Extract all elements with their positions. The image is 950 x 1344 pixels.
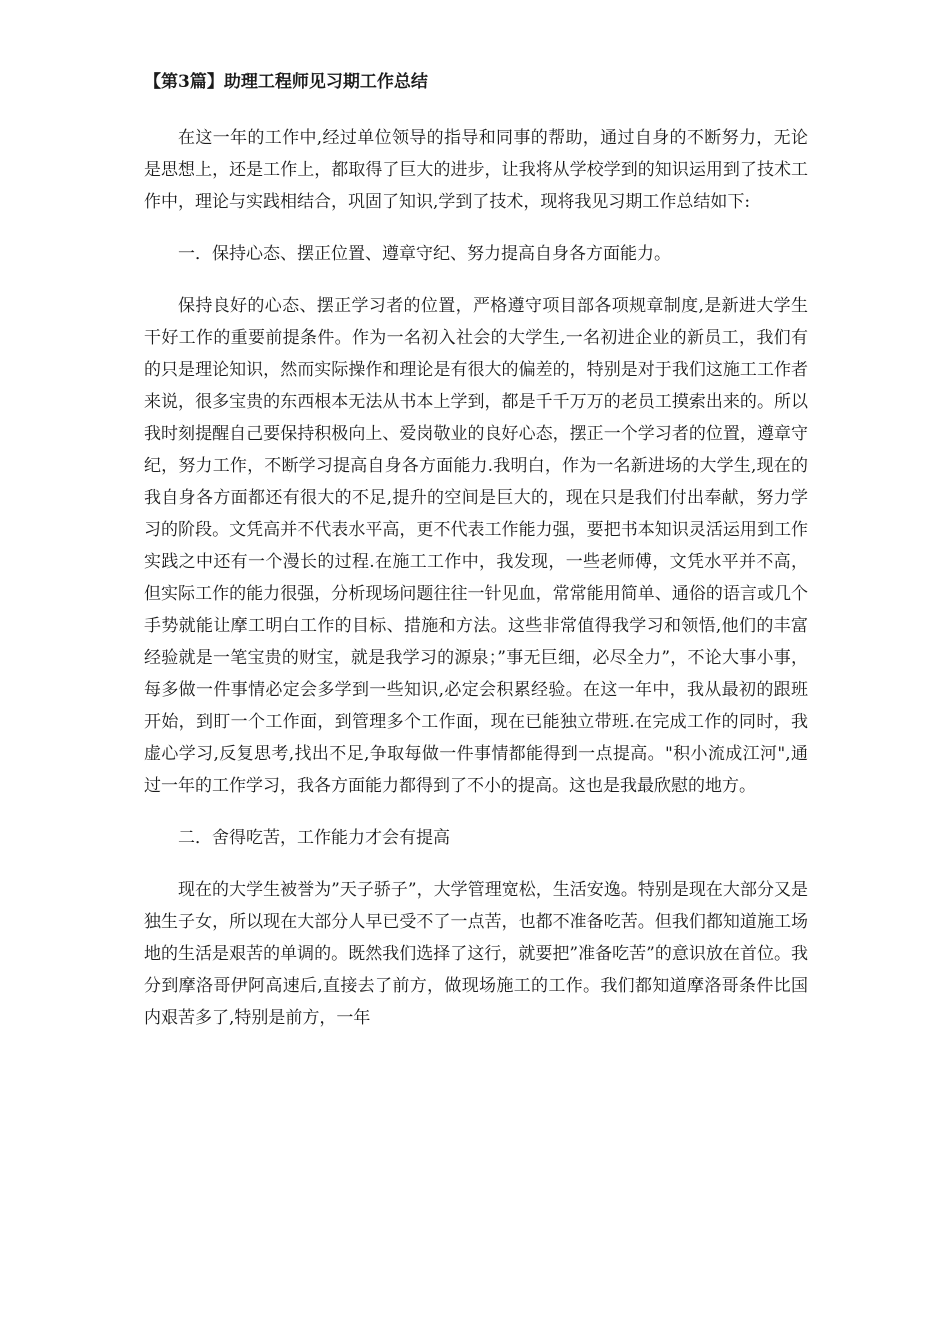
section-heading-2: 二．舍得吃苦，工作能力才会有提高 — [178, 828, 450, 848]
intro-paragraph: 在这一年的工作中,经过单位领导的指导和同事的帮助，通过自身的不断努力，无论是思想上，还是工作上，都取得了巨大的进步，让我将从学校学到的知识运用到了技术工作中，理论与实践相结合，巩固了知识,学到了技术，现将我见习期工作总结如下: — [144, 128, 808, 212]
section-heading-1: 一．保持心态、摆正位置、遵章守纪、努力提高自身各方面能力。 — [178, 244, 671, 264]
document-title: 【第3篇】助理工程师见习期工作总结 — [144, 72, 428, 92]
section-2-paragraph: 现在的大学生被誉为”天子骄子”，大学管理宽松，生活安逸。特别是现在大部分又是独生子女，所以现在大部分人早已受不了一点苦，也都不准备吃苦。但我们都知道施工场地的生活是艰苦的单调的。既然我们选择了这行，就要把”准备吃苦”的意识放在首位。我分到摩洛哥伊阿高速后,直接去了前方，做现场施工的工作。我们都知道摩洛哥条件比国内艰苦多了,特别是前方，一年 — [144, 880, 808, 1028]
section-1-paragraph: 保持良好的心态、摆正学习者的位置，严格遵守项目部各项规章制度,是新进大学生干好工作的重要前提条件。作为一名初入社会的大学生,一名初进企业的新员工，我们有的只是理论知识，然而实际操作和理论是有很大的偏差的，特别是对于我们这施工工作者来说，很多宝贵的东西根本无法从书本上学到，都是千千万万的老员工摸索出来的。所以我时刻提醒自己要保持积极向上、爱岗敬业的良好心态，摆正一个学习者的位置，遵章守纪，努力工作，不断学习提高自身各方面能力.我明白，作为一名新进场的大学生,现在的我自身各方面都还有很大的不足,提升的空间是巨大的，现在只是我们付出奉献，努力学习的阶段。文凭高并不代表水平高，更不代表工作能力强，要把书本知识灵活运用到工作实践之中还有一个漫长的过程.在施工工作中，我发现，一些老师傅，文凭水平并不高，但实际工作的能力很强，分析现场问题往往一针见血，常常能用简单、通俗的语言或几个手势就能让摩工明白工作的目标、措施和方法。这些非常值得我学习和领悟,他们的丰富经验就是一笔宝贵的财宝，就是我学习的源泉；”事无巨细，必尽全力”，不论大事小事，每多做一件事情必定会多学到一些知识,必定会积累经验。在这一年中，我从最初的跟班开始，到盯一个工作面，到管理多个工作面，现在已能独立带班.在完成工作的同时，我虚心学习,反复思考,找出不足,争取每做一件事情都能得到一点提高。"积小流成江河",通过一年的工作学习，我各方面能力都得到了不小的提高。这也是我最欣慰的地方。 — [144, 296, 808, 796]
document-page — [144, 66, 808, 1054]
